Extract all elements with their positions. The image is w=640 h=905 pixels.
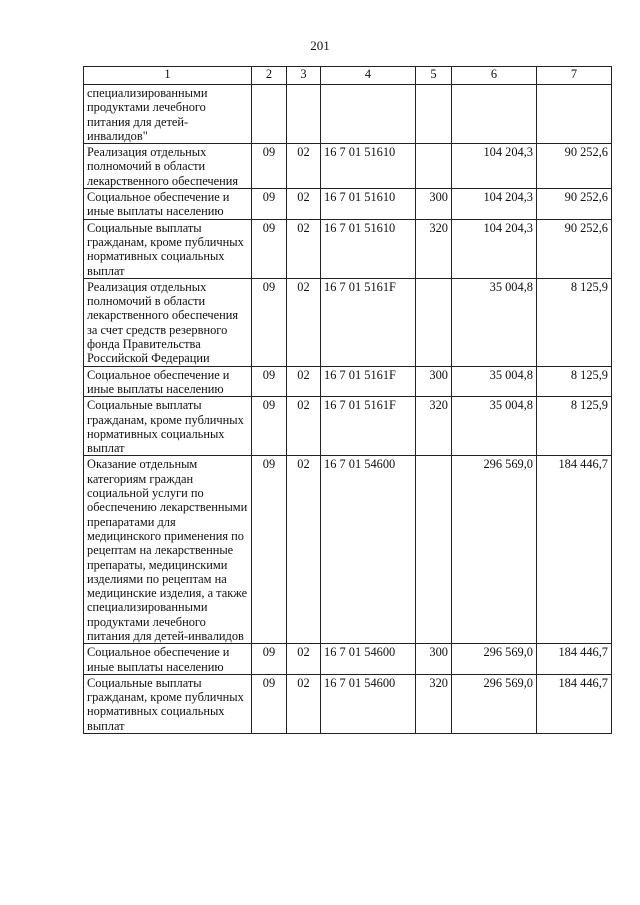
subsection-cell: 02 bbox=[287, 674, 321, 733]
subsection-cell: 02 bbox=[287, 397, 321, 456]
class-code-cell: 16 7 01 51610 bbox=[321, 144, 416, 189]
column-header: 5 bbox=[416, 67, 452, 85]
value2-cell: 90 252,6 bbox=[537, 189, 612, 220]
table-row bbox=[84, 366, 612, 397]
row-name-cell: Социальные выплаты гражданам, кроме публичных нормативных социальных выплат bbox=[84, 397, 252, 456]
value1-cell: 296 569,0 bbox=[452, 456, 537, 644]
type-code-cell bbox=[416, 85, 452, 144]
subsection-cell: 02 bbox=[287, 366, 321, 397]
section-cell: 09 bbox=[252, 456, 287, 644]
value1-cell: 296 569,0 bbox=[452, 674, 537, 733]
section-cell: 09 bbox=[252, 278, 287, 366]
table-row bbox=[84, 189, 612, 220]
row-name-cell: Социальные выплаты гражданам, кроме публичных нормативных социальных выплат bbox=[84, 219, 252, 278]
type-code-cell: 300 bbox=[416, 366, 452, 397]
table-row bbox=[84, 144, 612, 189]
section-cell: 09 bbox=[252, 366, 287, 397]
value1-cell: 35 004,8 bbox=[452, 397, 537, 456]
row-name-cell: Социальное обеспечение и иные выплаты населению bbox=[84, 366, 252, 397]
value1-cell: 296 569,0 bbox=[452, 644, 537, 675]
value2-cell: 184 446,7 bbox=[537, 456, 612, 644]
value1-cell bbox=[452, 85, 537, 144]
value2-cell: 184 446,7 bbox=[537, 644, 612, 675]
row-name-cell: Реализация отдельных полномочий в области лекарственного обеспечения за счет средств резервного фонда Правительства Российской Федерации bbox=[84, 278, 252, 366]
section-cell bbox=[252, 85, 287, 144]
table-row bbox=[84, 85, 612, 144]
row-name-cell: Реализация отдельных полномочий в области лекарственного обеспечения bbox=[84, 144, 252, 189]
class-code-cell: 16 7 01 54600 bbox=[321, 644, 416, 675]
type-code-cell: 300 bbox=[416, 189, 452, 220]
row-name-cell: Социальное обеспечение и иные выплаты населению bbox=[84, 189, 252, 220]
page-number: 201 bbox=[310, 38, 330, 53]
type-code-cell: 320 bbox=[416, 674, 452, 733]
value2-cell: 184 446,7 bbox=[537, 674, 612, 733]
value1-cell: 104 204,3 bbox=[452, 189, 537, 220]
type-code-cell: 320 bbox=[416, 397, 452, 456]
table-row bbox=[84, 456, 612, 644]
section-cell: 09 bbox=[252, 219, 287, 278]
value1-cell: 104 204,3 bbox=[452, 219, 537, 278]
section-cell: 09 bbox=[252, 144, 287, 189]
type-code-cell bbox=[416, 456, 452, 644]
value1-cell: 35 004,8 bbox=[452, 278, 537, 366]
row-name-cell: Социальные выплаты гражданам, кроме публичных нормативных социальных выплат bbox=[84, 674, 252, 733]
class-code-cell: 16 7 01 5161F bbox=[321, 397, 416, 456]
table-row bbox=[84, 674, 612, 733]
subsection-cell: 02 bbox=[287, 456, 321, 644]
section-cell: 09 bbox=[252, 397, 287, 456]
value2-cell bbox=[537, 85, 612, 144]
class-code-cell: 16 7 01 54600 bbox=[321, 674, 416, 733]
column-header: 6 bbox=[452, 67, 537, 85]
subsection-cell: 02 bbox=[287, 144, 321, 189]
class-code-cell: 16 7 01 5161F bbox=[321, 366, 416, 397]
subsection-cell: 02 bbox=[287, 189, 321, 220]
class-code-cell: 16 7 01 54600 bbox=[321, 456, 416, 644]
class-code-cell: 16 7 01 51610 bbox=[321, 219, 416, 278]
value1-cell: 35 004,8 bbox=[452, 366, 537, 397]
subsection-cell: 02 bbox=[287, 278, 321, 366]
class-code-cell: 16 7 01 5161F bbox=[321, 278, 416, 366]
column-header: 3 bbox=[287, 67, 321, 85]
column-header: 1 bbox=[84, 67, 252, 85]
table-row bbox=[84, 397, 612, 456]
budget-table bbox=[83, 66, 612, 734]
column-header: 7 bbox=[537, 67, 612, 85]
value1-cell: 104 204,3 bbox=[452, 144, 537, 189]
value2-cell: 90 252,6 bbox=[537, 219, 612, 278]
section-cell: 09 bbox=[252, 644, 287, 675]
type-code-cell: 320 bbox=[416, 219, 452, 278]
table-row bbox=[84, 219, 612, 278]
value2-cell: 8 125,9 bbox=[537, 397, 612, 456]
row-name-cell: специализированными продуктами лечебного питания для детей-инвалидов" bbox=[84, 85, 252, 144]
type-code-cell bbox=[416, 278, 452, 366]
value2-cell: 90 252,6 bbox=[537, 144, 612, 189]
type-code-cell: 300 bbox=[416, 644, 452, 675]
value2-cell: 8 125,9 bbox=[537, 278, 612, 366]
row-name-cell: Оказание отдельным категориям граждан социальной услуги по обеспечению лекарственными препаратами для медицинского применения по рецептам на лекарственные препараты, медицинскими изделиями по рецептам на медицинские изделия, а также специализированными продуктами лечебного питания для детей-инвалидов bbox=[84, 456, 252, 644]
section-cell: 09 bbox=[252, 189, 287, 220]
type-code-cell bbox=[416, 144, 452, 189]
header-row bbox=[84, 67, 612, 85]
class-code-cell bbox=[321, 85, 416, 144]
value2-cell: 8 125,9 bbox=[537, 366, 612, 397]
subsection-cell: 02 bbox=[287, 644, 321, 675]
class-code-cell: 16 7 01 51610 bbox=[321, 189, 416, 220]
subsection-cell bbox=[287, 85, 321, 144]
column-header: 2 bbox=[252, 67, 287, 85]
table-row bbox=[84, 644, 612, 675]
subsection-cell: 02 bbox=[287, 219, 321, 278]
row-name-cell: Социальное обеспечение и иные выплаты населению bbox=[84, 644, 252, 675]
column-header: 4 bbox=[321, 67, 416, 85]
section-cell: 09 bbox=[252, 674, 287, 733]
table-row bbox=[84, 278, 612, 366]
